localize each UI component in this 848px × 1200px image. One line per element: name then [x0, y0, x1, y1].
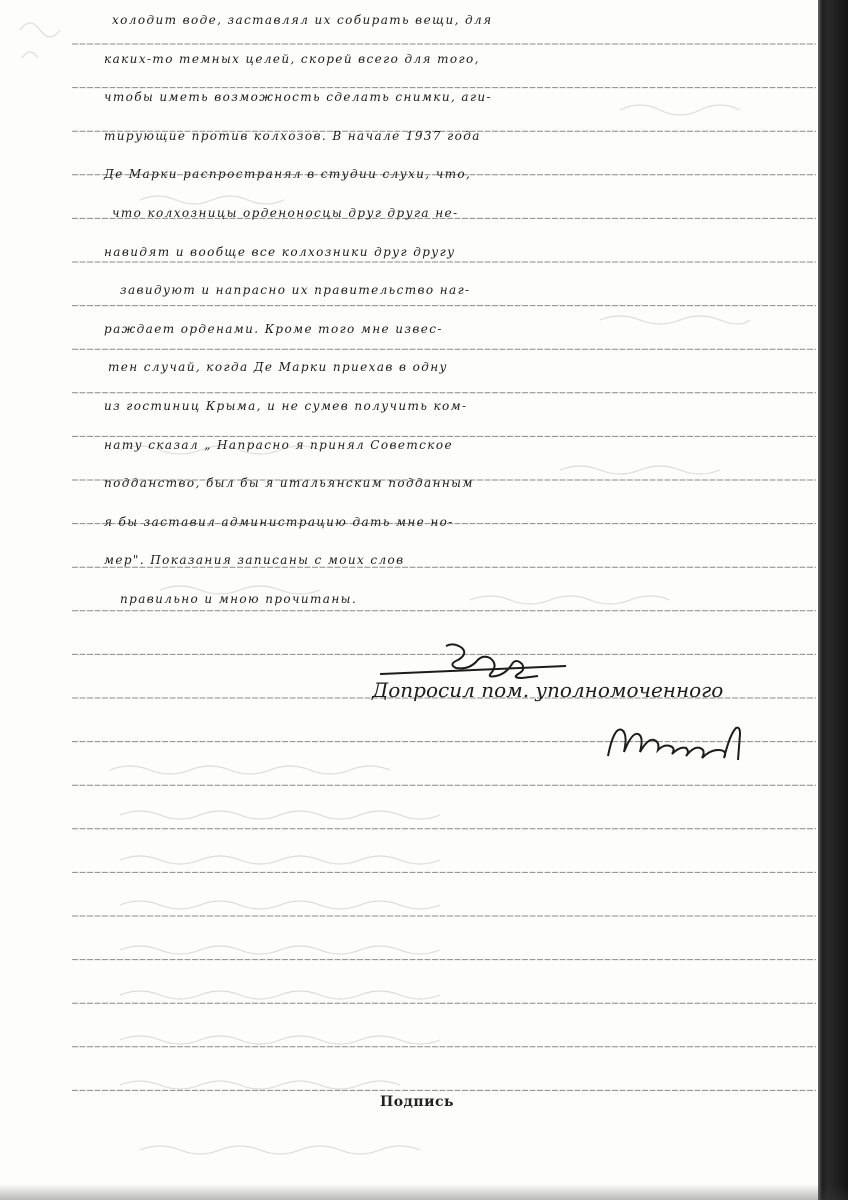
handwritten-line: из гостиниц Крыма, и не сумев получить ком-	[104, 399, 468, 413]
officer-signature-icon	[604, 716, 804, 766]
interrogator-title: Допросил пом. уполномоченного	[372, 678, 724, 702]
scan-edge-right	[818, 0, 848, 1200]
handwritten-line: мер". Показания записаны с моих слов	[104, 553, 405, 568]
handwritten-line: правильно и мною прочитаны.	[120, 592, 358, 606]
handwritten-line: раждает орденами. Кроме того мне извес-	[104, 321, 443, 336]
scan-edge-bottom	[0, 1184, 848, 1200]
signature-label: Подпись	[380, 1094, 455, 1110]
handwritten-line: тен случай, когда Де Марки приехав в одну	[108, 360, 448, 375]
handwritten-line: что колхозницы орденоносцы друг друга не-	[112, 206, 459, 220]
handwritten-line: тирующие против колхозов. В начале 1937 года	[104, 128, 481, 143]
handwritten-line: каких-то темных целей, скорей всего для того,	[104, 51, 480, 66]
handwritten-line: холодит воде, заставлял их собирать вещи, для	[112, 13, 493, 27]
handwritten-line: Де Марки распространял в студии слухи, что,	[104, 167, 472, 182]
handwritten-line: нату сказал „ Напрасно я принял Советское	[104, 437, 453, 452]
handwritten-line: завидуют и напрасно их правительство наг-	[120, 283, 471, 298]
handwritten-line: чтобы иметь возможность сделать снимки, аги-	[104, 90, 493, 105]
handwritten-line: навидят и вообще все колхозники друг другу	[104, 244, 456, 259]
handwritten-line: подданство, был бы я итальянским подданным	[104, 476, 474, 491]
handwritten-line: я бы заставил администрацию дать мне но-	[104, 514, 454, 529]
